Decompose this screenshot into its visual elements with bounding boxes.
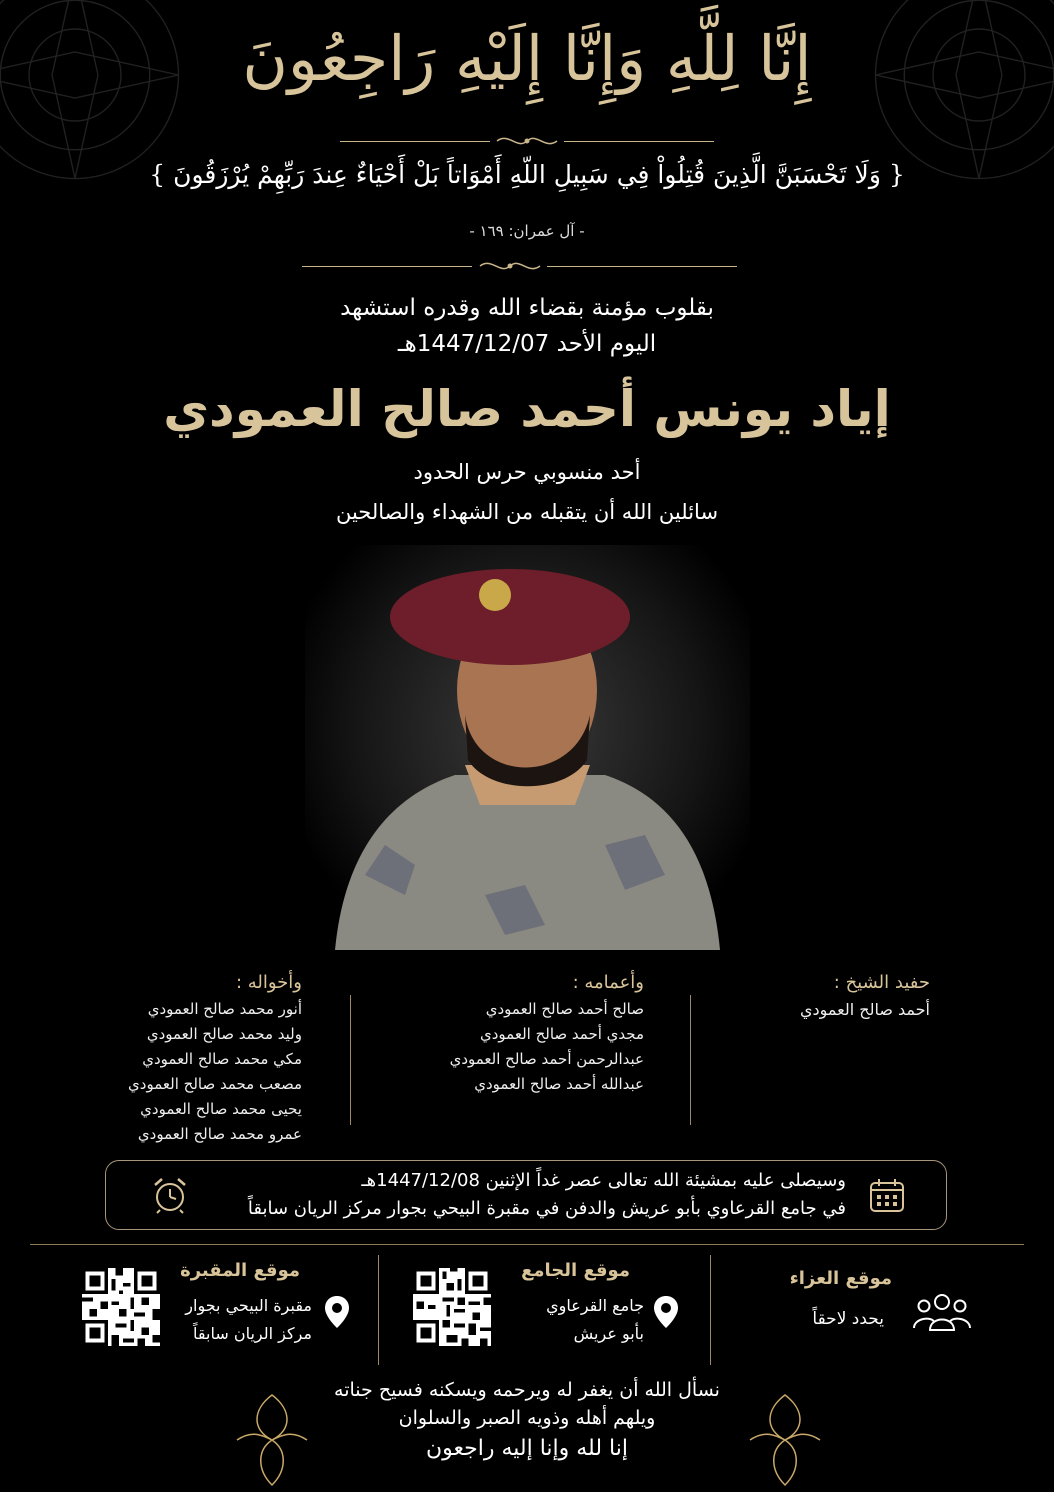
mosque-address <box>546 1292 644 1348</box>
portrait-photo <box>305 545 750 950</box>
mosque-line1: جامع القرعاوي <box>546 1296 644 1315</box>
mosque-qr-code[interactable] <box>413 1268 491 1346</box>
list-item: مصعب محمد صالح العمودي <box>128 1075 302 1093</box>
list-item: عبدالرحمن أحمد صالح العمودي <box>449 1050 644 1068</box>
divider-ornament <box>495 132 559 150</box>
list-item: أنور محمد صالح العمودي <box>147 1000 302 1018</box>
grandson-title: حفيد الشيخ : <box>833 972 930 993</box>
mosque-title: موقع الجامع <box>521 1260 630 1281</box>
funeral-notice <box>105 1160 947 1230</box>
condolence-text: يحدد لاحقاً <box>812 1309 884 1329</box>
alarm-clock-icon <box>150 1175 190 1215</box>
list-item: عمرو محمد صالح العمودي <box>137 1125 302 1143</box>
column-divider <box>350 995 351 1125</box>
column-divider <box>378 1255 379 1365</box>
family-paternal-uncles <box>404 972 644 1097</box>
family-maternal-uncles <box>82 972 302 1147</box>
announcement-sub <box>0 452 1054 532</box>
cemetery-qr-code[interactable] <box>82 1268 160 1346</box>
announcement-intro <box>0 290 1054 362</box>
list-item: عبدالله أحمد صالح العمودي <box>474 1075 644 1093</box>
deceased-role: أحد منسوبي حرس الحدود <box>413 460 641 484</box>
divider-ornament <box>478 257 542 275</box>
divider-line <box>547 266 737 267</box>
cemetery-title: موقع المقبرة <box>180 1260 300 1281</box>
cemetery-address <box>185 1292 312 1348</box>
list-item: مكي محمد صالح العمودي <box>142 1050 302 1068</box>
deceased-name: إياد يونس أحمد صالح العمودي <box>163 380 891 438</box>
maternal-uncles-title: وأخواله : <box>235 972 302 993</box>
calligraphy-heading: إِنَّا لِلَّهِ وَإِنَّا إِلَيْهِ رَاجِعُونَ <box>242 22 812 95</box>
mosque-line2: بأبو عريش <box>573 1324 644 1343</box>
grandson-name: أحمد صالح العمودي <box>799 1000 930 1019</box>
quran-verse: { وَلَا تَحْسَبَنَّ الَّذِينَ قُتِلُواْ فِي سَبِيلِ اللّهِ أَمْوَاتاً بَلْ أَحْيَاءٌ عِندَ رَبِّهِمْ يُرْزَقُونَ } <box>149 160 905 189</box>
funeral-text <box>248 1167 846 1223</box>
section-divider <box>30 1244 1024 1245</box>
paternal-uncles-title: وأعمامه : <box>572 972 644 993</box>
condolence-title: موقع العزاء <box>789 1268 892 1289</box>
funeral-line1: وسيصلى عليه بمشيئة الله تعالى عصر غداً الإثنين 1447/12/08هـ <box>361 1170 846 1191</box>
cemetery-line2: مركز الريان سابقاً <box>193 1324 312 1343</box>
announcement-date: اليوم الأحد 1447/12/07هـ <box>397 331 657 357</box>
verse-reference: - آل عمران: ١٦٩ - <box>469 222 585 240</box>
funeral-line2: في جامع القرعاوي بأبو عريش والدفن في مقبرة البيحي بجوار مركز الريان سابقاً <box>247 1198 846 1219</box>
column-divider <box>690 995 691 1125</box>
cemetery-line1: مقبرة البيحي بجوار <box>185 1296 312 1315</box>
location-pin-icon <box>324 1295 350 1329</box>
family-grandson <box>710 972 930 1022</box>
announcement-line1: بقلوب مؤمنة بقضاء الله وقدره استشهد <box>340 295 714 321</box>
closing-line3: إنا لله وإنا إليه راجعون <box>426 1436 628 1461</box>
location-pin-icon <box>653 1295 679 1329</box>
closing-prayer <box>0 1376 1054 1432</box>
people-group-icon <box>912 1290 972 1334</box>
list-item: وليد محمد صالح العمودي <box>146 1025 302 1043</box>
closing-line1: نسأل الله أن يغفر له ويرحمه ويسكنه فسيح جناته <box>334 1379 720 1401</box>
divider-line <box>564 141 714 142</box>
column-divider <box>710 1255 711 1365</box>
calendar-icon <box>868 1177 906 1215</box>
closing-line2: ويلهم أهله وذويه الصبر والسلوان <box>398 1407 656 1429</box>
prayer-line: سائلين الله أن يتقبله من الشهداء والصالحين <box>335 500 719 524</box>
list-item: يحيى محمد صالح العمودي <box>140 1100 302 1118</box>
list-item: مجدي أحمد صالح العمودي <box>480 1025 644 1043</box>
list-item: صالح أحمد صالح العمودي <box>485 1000 644 1018</box>
divider-line <box>340 141 490 142</box>
divider-line <box>302 266 472 267</box>
